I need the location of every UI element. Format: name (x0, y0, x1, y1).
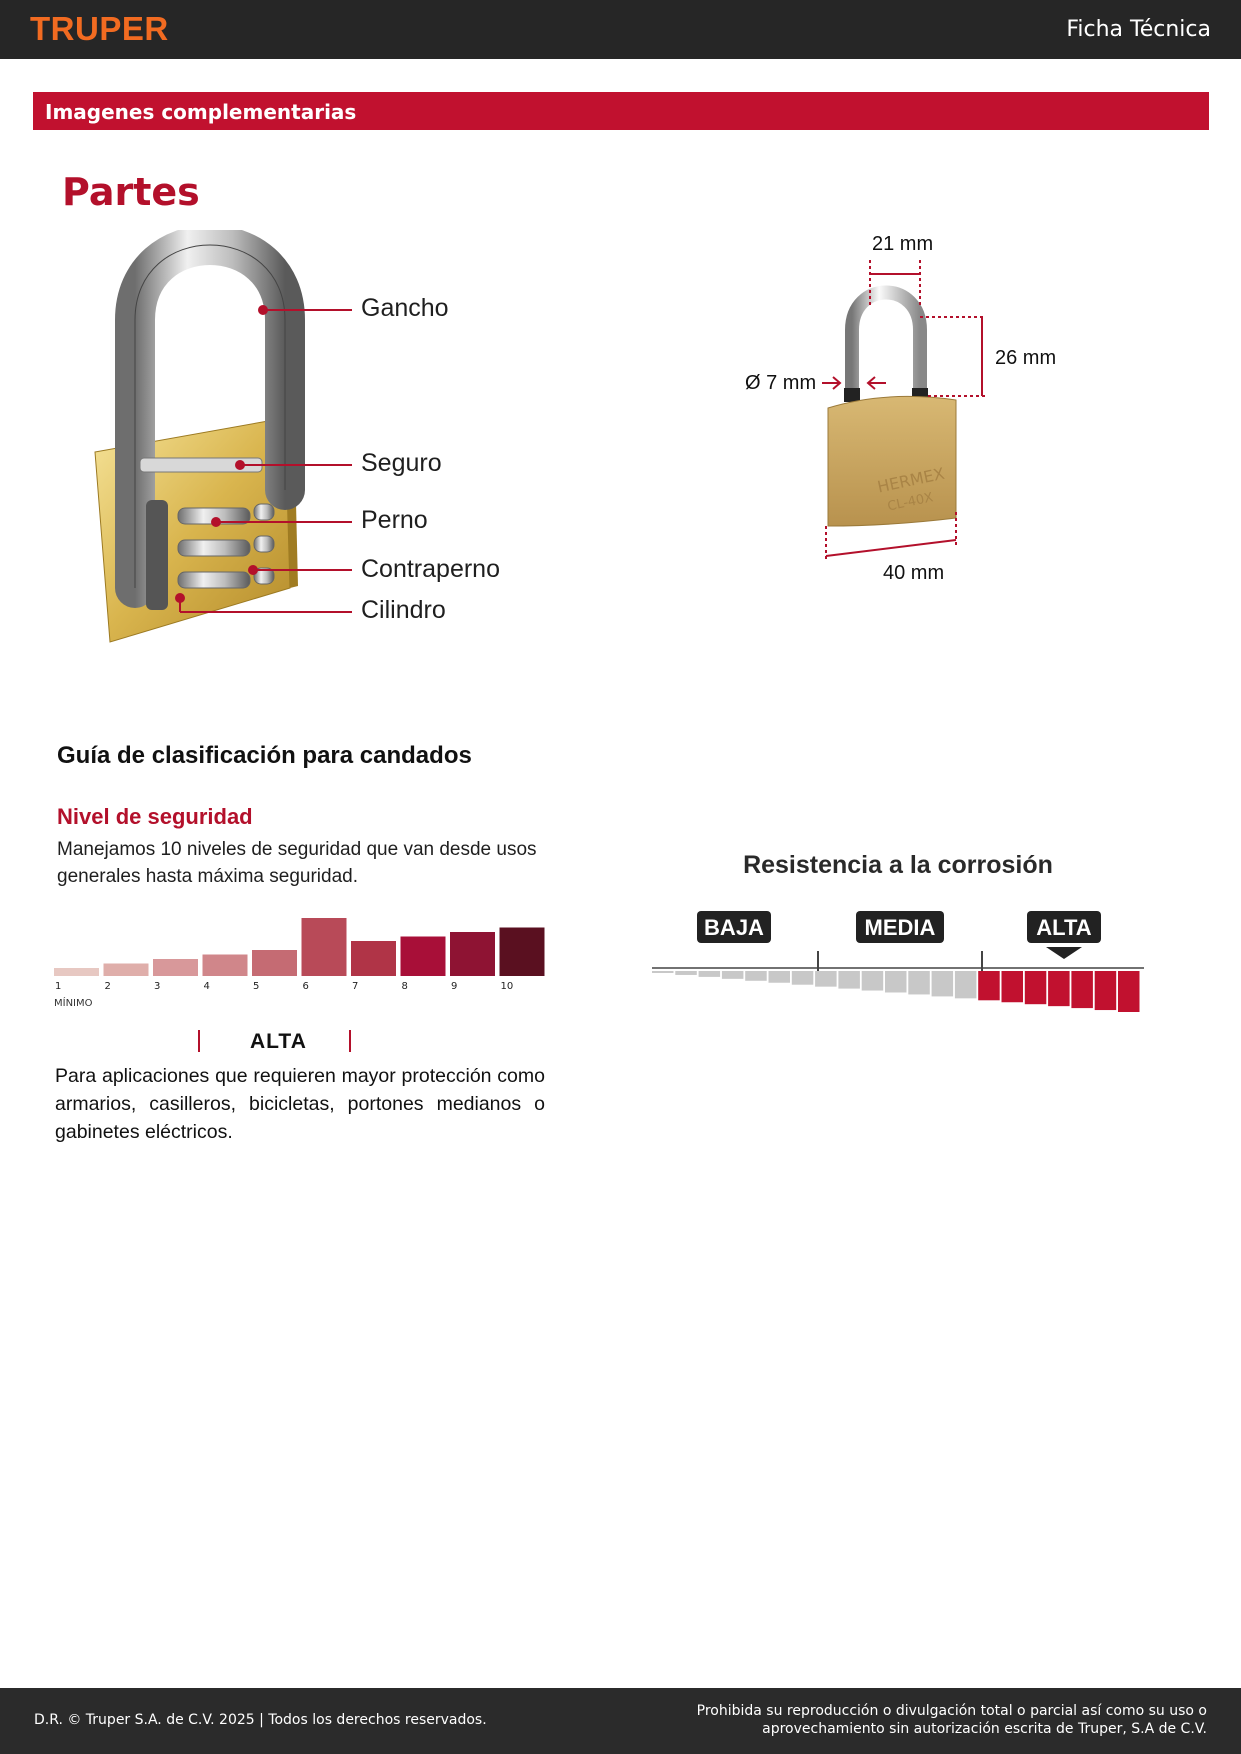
security-level-tick-3: 3 (154, 981, 161, 992)
doc-title: Ficha Técnica (1066, 17, 1211, 42)
label-seguro: Seguro (361, 449, 442, 477)
label-perno: Perno (361, 506, 428, 534)
corrosion-segment-3 (699, 971, 721, 977)
corrosion-segment-20 (1095, 971, 1117, 1010)
truper-logo: TRUPER (30, 10, 169, 47)
security-level-bar-8 (401, 937, 446, 977)
corrosion-category-label-media: MEDIA (864, 915, 936, 940)
footer-legal-line-1: Prohibida su reproducción o divulgación total o parcial así como su uso o (696, 1703, 1207, 1719)
dim-shackle-height: 26 mm (995, 347, 1057, 369)
corrosion-title: Resistencia a la corrosión (743, 851, 1053, 879)
security-level-bar-5 (252, 950, 297, 976)
corrosion-category-label-baja: BAJA (704, 915, 764, 940)
security-level-bar-10 (500, 928, 545, 977)
partes-title: Partes (62, 170, 200, 214)
security-level-bar-6 (302, 918, 347, 976)
dim-shackle-diameter: Ø 7 mm (745, 372, 817, 394)
label-contraperno: Contraperno (361, 555, 500, 583)
footer-legal-line-2: aprovechamiento sin autorización escrita de Truper, S.A de C.V. (762, 1721, 1207, 1737)
engraving-brand: HERMEX (875, 463, 947, 497)
corrosion-segment-5 (745, 971, 767, 981)
security-level-bar-9 (450, 932, 495, 976)
header-bar (0, 0, 1241, 59)
footer-legal (647, 1702, 1207, 1738)
padlock-dimensions-illustration (760, 250, 1020, 580)
nivel-title: Nivel de seguridad (57, 804, 253, 829)
corrosion-segment-12 (908, 971, 930, 994)
corrosion-segment-2 (675, 971, 697, 975)
security-level-tick-9: 9 (451, 981, 458, 992)
corrosion-resistance-scale (650, 905, 1150, 1025)
corrosion-segment-16 (1002, 971, 1024, 1002)
label-cilindro: Cilindro (361, 596, 446, 624)
engraving-model: CL-40X (886, 490, 935, 515)
section-banner-title: Imagenes complementarias (45, 100, 357, 124)
corrosion-segment-8 (815, 971, 837, 987)
security-level-bar-4 (203, 955, 248, 977)
corrosion-segment-9 (838, 971, 860, 989)
corrosion-selected-pointer (1046, 947, 1082, 959)
corrosion-segment-21 (1118, 971, 1140, 1012)
corrosion-segment-15 (978, 971, 1000, 1000)
security-level-bar-1 (54, 968, 99, 976)
dim-shackle-width: 21 mm (872, 233, 934, 255)
corrosion-segment-10 (862, 971, 884, 991)
security-level-tick-8: 8 (401, 981, 408, 992)
security-level-name: ALTA (250, 1030, 307, 1053)
corrosion-segment-14 (955, 971, 977, 998)
corrosion-segment-19 (1071, 971, 1093, 1008)
security-level-bar-7 (351, 941, 396, 976)
footer-bar (0, 1688, 1241, 1754)
corrosion-segment-7 (792, 971, 814, 985)
corrosion-segment-4 (722, 971, 744, 979)
corrosion-segment-18 (1048, 971, 1070, 1006)
corrosion-category-label-alta: ALTA (1036, 915, 1092, 940)
corrosion-segment-6 (769, 971, 791, 983)
dim-body-width: 40 mm (883, 562, 945, 584)
security-level-tick-4: 4 (203, 981, 210, 992)
security-level-bar-3 (153, 959, 198, 976)
corrosion-segment-17 (1025, 971, 1047, 1004)
security-level-bar-2 (104, 964, 149, 977)
corrosion-segment-13 (932, 971, 954, 996)
nivel-description: Manejamos 10 niveles de seguridad que van desde usos generales hasta máxima seguridad. (57, 839, 537, 887)
security-level-tick-1: 1 (55, 981, 62, 992)
security-level-scale (50, 910, 550, 1010)
scale-min-label: MÍNIMO (54, 998, 93, 1009)
padlock-parts-illustration (80, 230, 380, 650)
label-gancho: Gancho (361, 294, 449, 322)
guia-title: Guía de clasificación para candados (57, 742, 472, 769)
security-level-tick-7: 7 (352, 981, 359, 992)
pins (178, 504, 274, 588)
security-level-description: Para aplicaciones que requieren mayor protección como armarios, casilleros, bicicletas, portones medianos o gabinetes eléctricos. (55, 1065, 545, 1143)
security-level-tick-10: 10 (500, 981, 514, 992)
cylinder (146, 500, 168, 610)
corrosion-segment-11 (885, 971, 907, 993)
security-level-tick-6: 6 (302, 981, 309, 992)
security-level-tick-5: 5 (253, 981, 260, 992)
section-banner (33, 92, 1209, 130)
security-level-tick-2: 2 (104, 981, 111, 992)
footer-copyright: D.R. © Truper S.A. de C.V. 2025 | Todos los derechos reservados. (34, 1712, 487, 1728)
corrosion-segment-1 (652, 971, 674, 973)
